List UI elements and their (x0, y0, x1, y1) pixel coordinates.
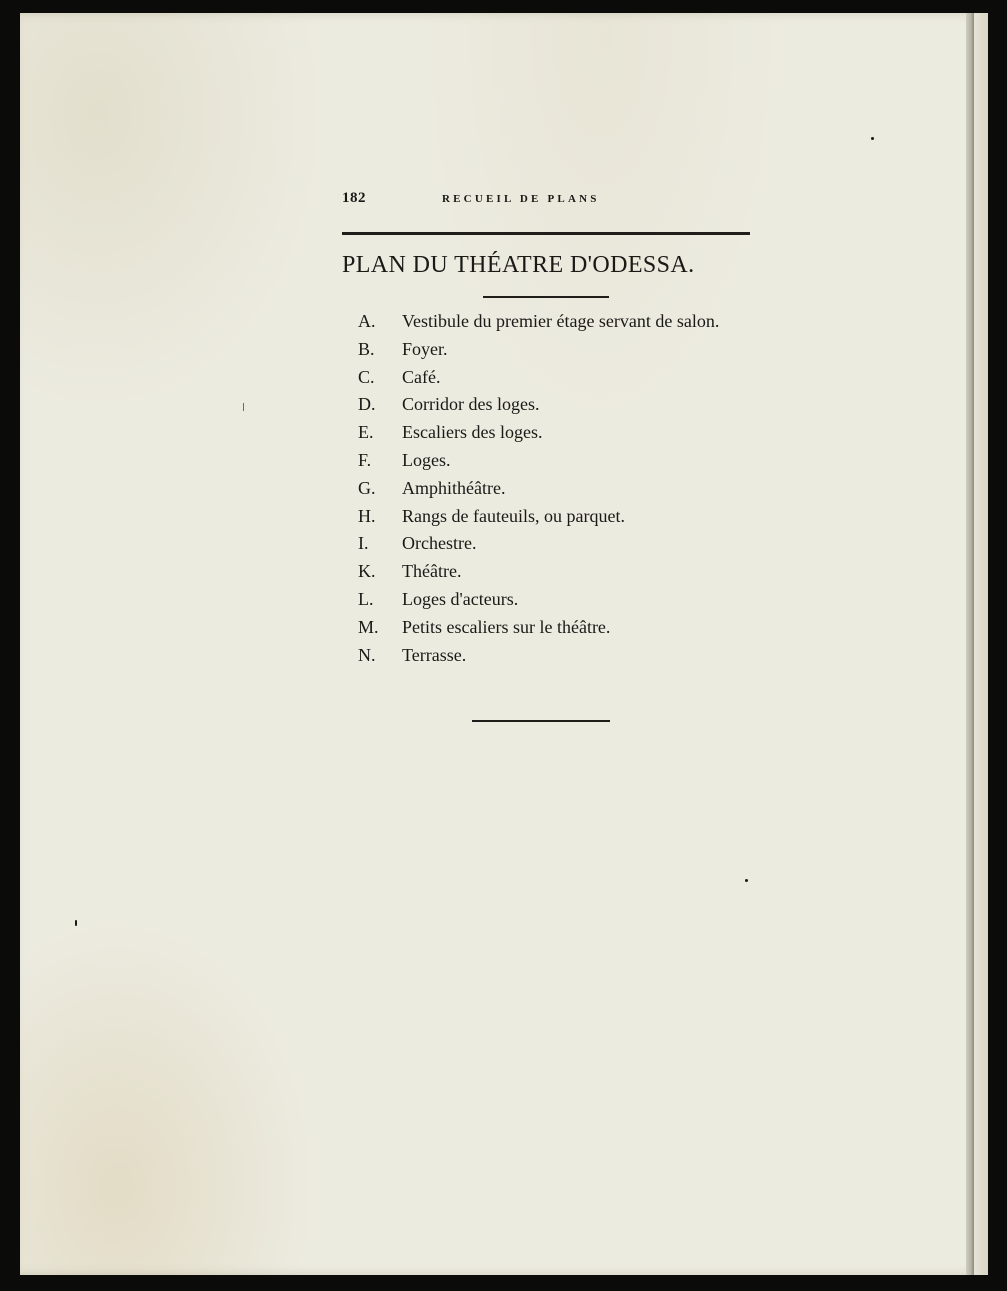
legend-text: Foyer. (402, 338, 448, 359)
ink-speck (75, 920, 77, 926)
legend-letter: F. (358, 449, 372, 470)
ink-speck (243, 403, 244, 411)
legend-text: Escaliers des loges. (402, 422, 543, 443)
closing-divider (472, 720, 610, 722)
legend-letter: B. (358, 338, 375, 359)
running-head (342, 180, 752, 206)
title-divider (483, 296, 609, 298)
legend-item-l (358, 586, 756, 614)
legend-letter: I. (358, 533, 369, 554)
legend-item-g (358, 475, 756, 503)
legend-item-m (358, 614, 756, 642)
legend-text: Café. (402, 366, 441, 387)
legend-letter: H. (358, 505, 376, 526)
scan-border (988, 0, 1007, 1291)
legend-text-multiline (402, 308, 756, 336)
legend-item-b (358, 336, 756, 364)
legend-letter: A. (358, 311, 376, 331)
legend-item-a (358, 308, 756, 336)
legend-item-h (358, 503, 756, 531)
legend-item-c (358, 364, 756, 392)
legend-item-f (358, 447, 756, 475)
ink-speck (745, 879, 748, 882)
page-title: PLAN DU THÉATRE D'ODESSA. (342, 252, 695, 278)
book-gutter (966, 13, 974, 1275)
legend-item-n (358, 642, 756, 670)
legend-letter: C. (358, 366, 375, 387)
legend-item-d (358, 391, 756, 419)
plan-legend (358, 308, 756, 669)
legend-letter: G. (358, 477, 376, 498)
legend-text: Théâtre. (402, 561, 462, 582)
legend-item-k (358, 558, 756, 586)
legend-text: Petits escaliers sur le théâtre. (402, 616, 611, 637)
legend-text: Loges d'acteurs. (402, 588, 519, 609)
legend-letter: M. (358, 616, 379, 637)
legend-letter: E. (358, 422, 374, 443)
facing-page-edge (974, 13, 988, 1275)
page-number: 182 (342, 190, 366, 206)
header-rule (342, 232, 750, 235)
legend-text: Amphithéâtre. (402, 477, 506, 498)
legend-letter: D. (358, 394, 376, 415)
running-title: RECUEIL DE PLANS (442, 193, 600, 205)
ink-speck (871, 137, 874, 140)
legend-text: Terrasse. (402, 644, 467, 665)
legend-text: Loges. (402, 449, 451, 470)
legend-item-e (358, 419, 756, 447)
legend-text: Orchestre. (402, 533, 477, 554)
legend-text: Rangs de fauteuils, ou parquet. (402, 505, 625, 526)
legend-text: Vestibule du premier étage servant de salon. (402, 311, 720, 331)
legend-letter: L. (358, 588, 374, 609)
legend-item-i (358, 530, 756, 558)
legend-letter: N. (358, 644, 376, 665)
page-content (342, 180, 752, 665)
legend-letter: K. (358, 561, 376, 582)
legend-text: Corridor des loges. (402, 394, 540, 415)
